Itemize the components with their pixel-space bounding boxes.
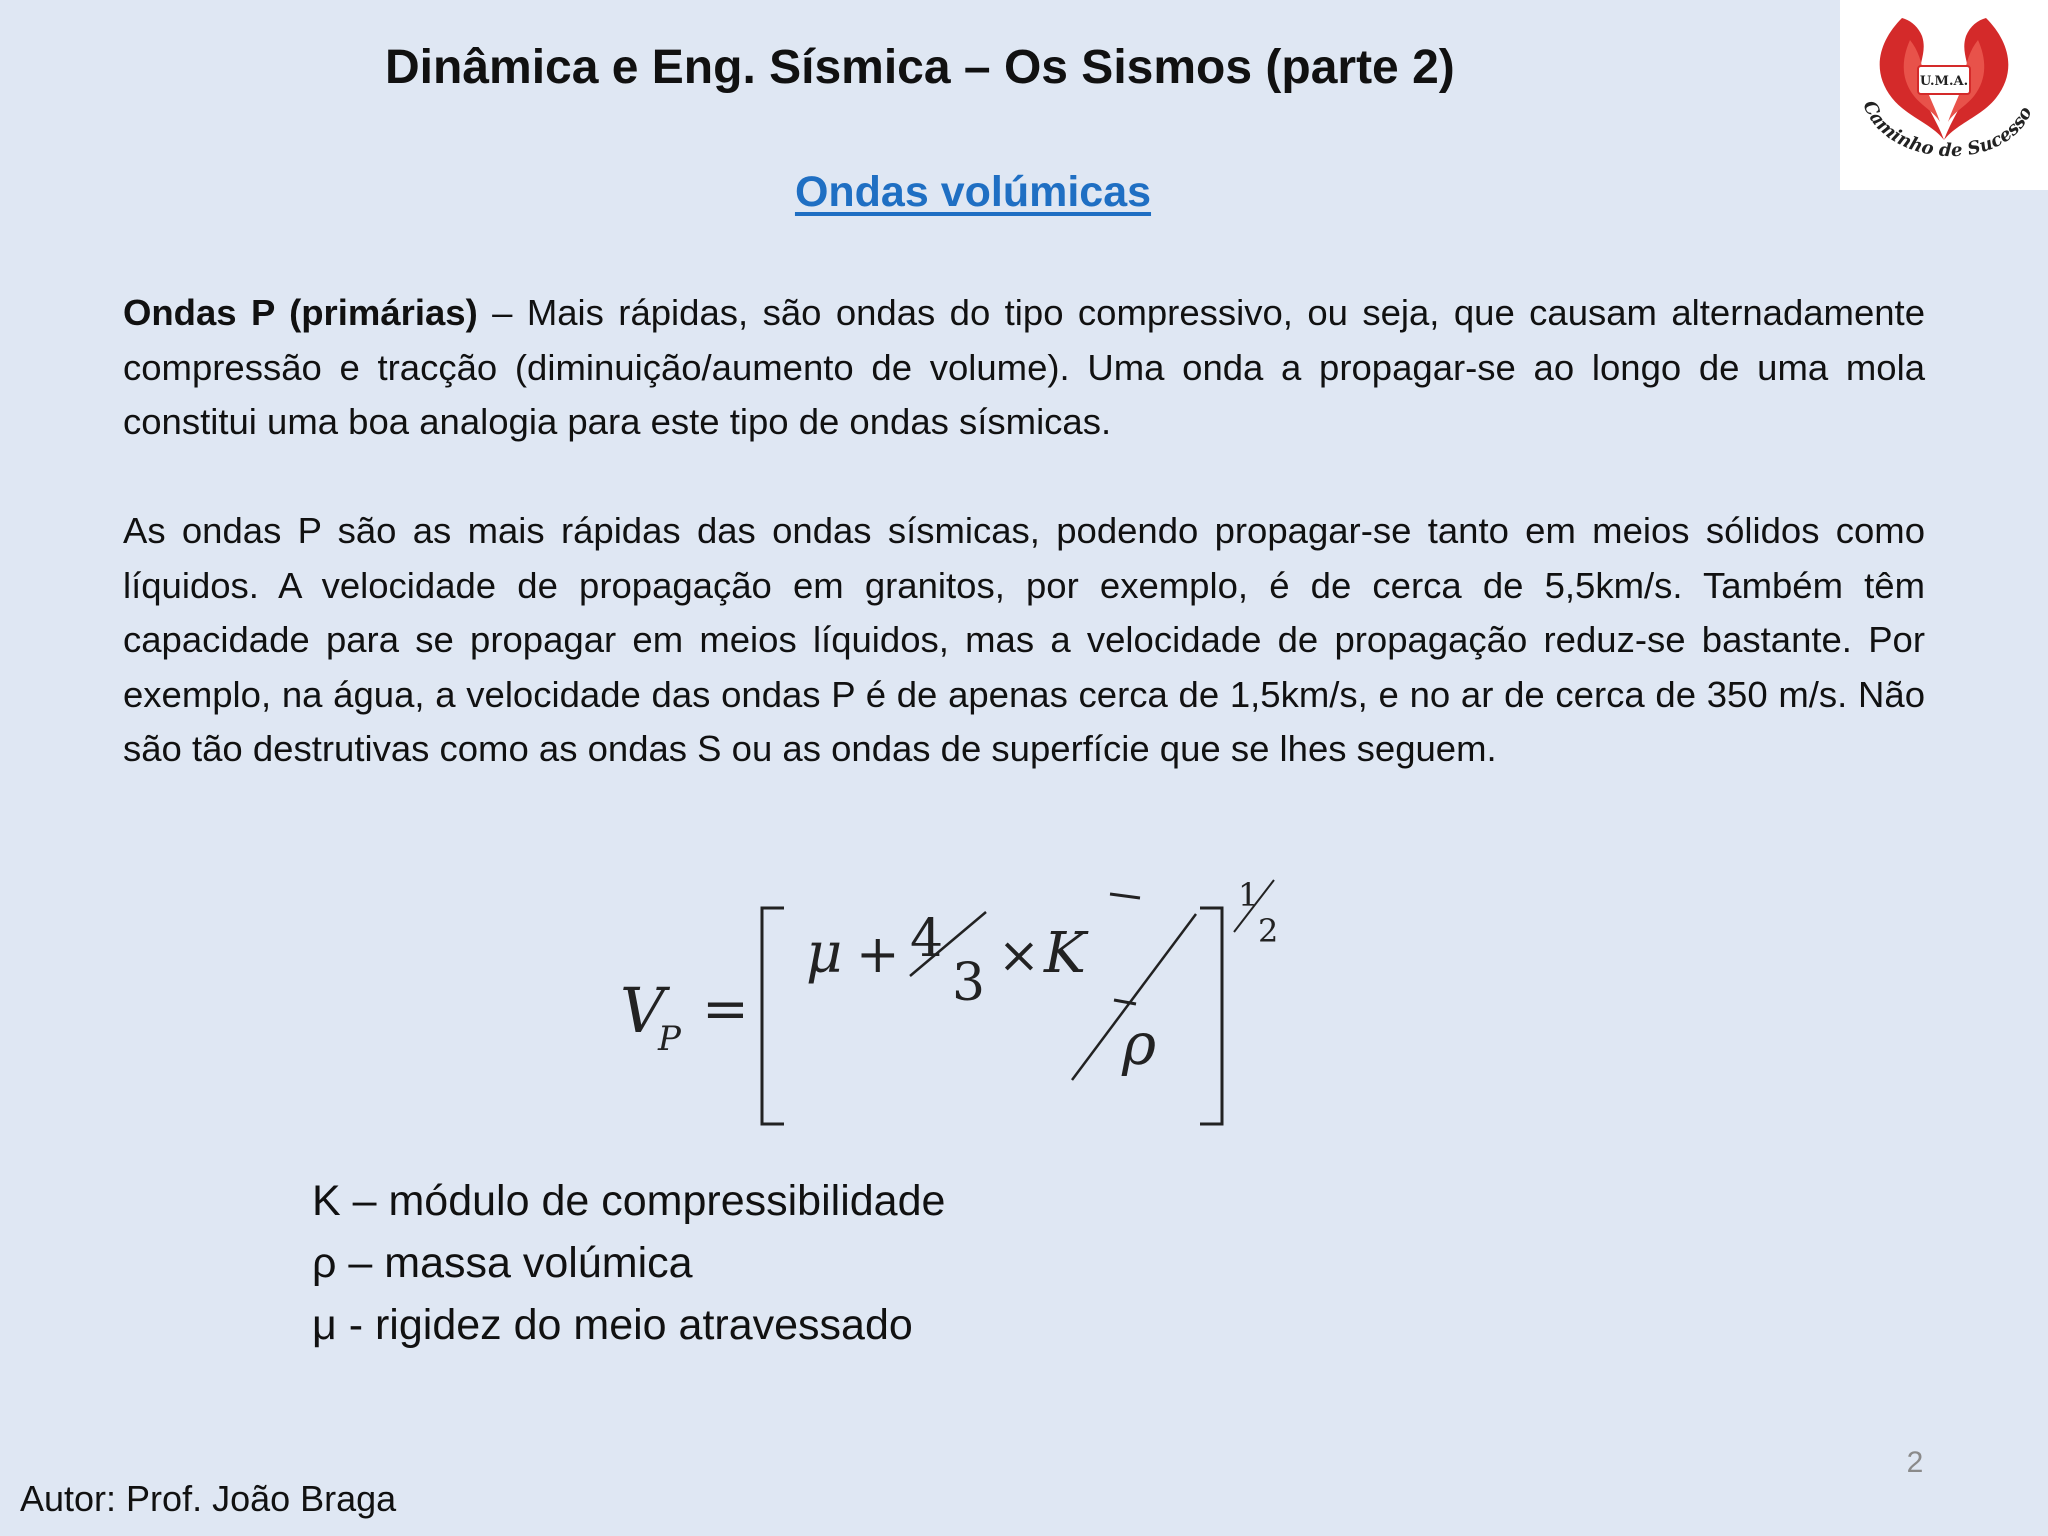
variables-legend [312, 1170, 945, 1356]
formula-exp-den: 2 [1258, 912, 1279, 950]
paragraph-p-waves-speed: As ondas P são as mais rápidas das ondas sísmicas, podendo propagar-se tanto em meios sólidos como líquidos. A velocidade de propagação em granitos, por exemplo, é de cerca de 5,5km/s. Também têm capacidade para se propagar em meios líquidos, mas a velocidade de propagação reduz-se bastante. Por exemplo, na água, a velocidade das ondas P é de apenas cerca de 1,5km/s, e no ar de cerca de 350 m/s. Não são tão destrutivas como as ondas S ou as ondas de superfície que se lhes seguem. [123, 510, 1925, 769]
paragraph-p-waves [123, 286, 1925, 450]
formula-v: V [620, 974, 665, 1047]
p-waves-text: – Mais rápidas, são ondas do tipo compressivo, ou seja, que causam alternadamente compressão e tracção (diminuição/aumento de volume). Uma onda a propagar-se ao longo de uma mola constitui uma boa analogia para este tipo de ondas sísmicas. [123, 292, 1925, 442]
formula-mark-top [1110, 894, 1140, 898]
author-credit: Autor: Prof. João Braga [20, 1478, 397, 1519]
formula-four: 4 [910, 909, 944, 969]
formula-equals: = [702, 977, 749, 1042]
legend-item-mu: μ - rigidez do meio atravessado [312, 1301, 913, 1349]
formula-three: 3 [952, 953, 986, 1013]
formula-plus: + [856, 925, 900, 985]
formula-exp-num: 1 [1238, 876, 1259, 914]
formula-left-bracket [762, 908, 784, 1124]
logo-arc-text: Caminho de Sucesso [1858, 97, 2037, 162]
legend-item-k: K – módulo de compressibilidade [312, 1177, 946, 1225]
logo-emblem [1840, 0, 2048, 190]
formula-right-bracket [1200, 908, 1222, 1124]
p-waves-lead: Ondas P (primárias) [123, 292, 478, 333]
formula-sub-p: P [658, 1019, 681, 1059]
formula-svg [610, 870, 1300, 1140]
formula-rho: ρ [1122, 1010, 1157, 1078]
slide-title: Dinâmica e Eng. Sísmica – Os Sismos (parte 2) [385, 41, 1455, 94]
formula-mu: μ [806, 921, 843, 986]
uma-logo [1840, 0, 2048, 190]
formula-times: × [998, 926, 1040, 984]
legend-item-rho: ρ – massa volúmica [312, 1239, 693, 1287]
formula-k: K [1044, 921, 1086, 986]
section-heading: Ondas volúmicas [794, 168, 1152, 216]
page-number: 2 [1906, 1446, 1924, 1479]
logo-top-text: U.M.A. [1919, 74, 1969, 89]
svg-text:Caminho de Sucesso [1858, 98, 2036, 162]
vp-formula [610, 870, 1300, 1140]
